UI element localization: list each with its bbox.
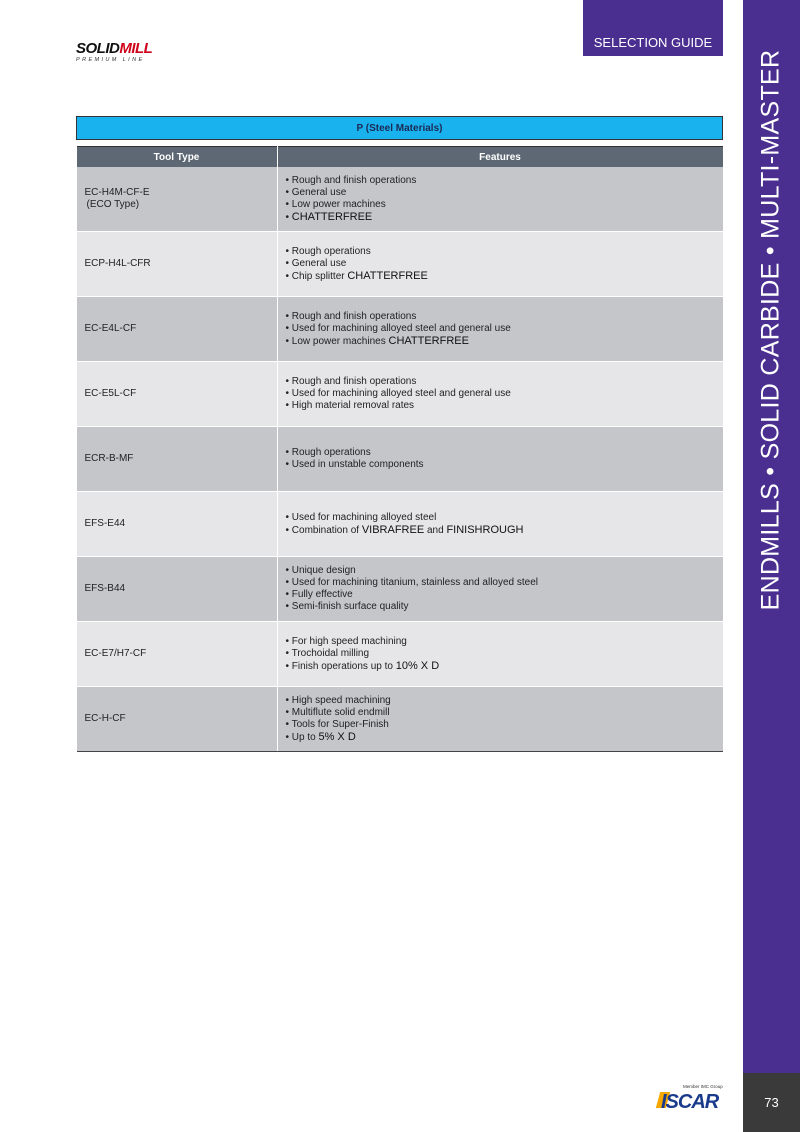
feature-text: Unique design	[291, 565, 356, 576]
feature-item	[286, 601, 715, 613]
tool-name: EC-E7/H7-CF	[84, 648, 147, 659]
feature-text: Rough operations	[291, 447, 371, 458]
iscar-brand: ISCAR	[661, 1091, 719, 1113]
features-cell	[277, 622, 723, 687]
feature-item	[286, 565, 715, 577]
table-row	[77, 492, 723, 557]
tool-name: EC-E4L-CF	[84, 323, 137, 334]
features-cell	[277, 687, 723, 752]
table-row	[77, 427, 723, 492]
feature-text: Rough and finish operations	[291, 174, 417, 186]
iscar-logo	[657, 1084, 729, 1112]
tool-type-cell	[77, 232, 278, 297]
table-row	[77, 557, 723, 622]
table-row	[77, 297, 723, 362]
logo-text-black: SOLID	[76, 40, 120, 57]
feature-item	[286, 648, 715, 660]
table-row	[77, 622, 723, 687]
feature-item	[286, 719, 715, 731]
feature-item	[286, 323, 715, 335]
table-row	[77, 167, 723, 232]
feature-item	[286, 400, 715, 412]
features-cell	[277, 557, 723, 622]
feature-text: High speed machining	[291, 694, 391, 706]
tool-name: EFS-B44	[84, 583, 126, 594]
feature-text: and	[424, 524, 447, 536]
solidmill-logo	[76, 42, 166, 64]
feature-text: Trochoidal milling	[291, 647, 370, 659]
tool-type-cell	[77, 167, 278, 232]
tool-type-cell	[77, 622, 278, 687]
features-cell	[277, 297, 723, 362]
feature-text: General use	[291, 186, 347, 198]
member-text: Member IMC Group	[683, 1084, 723, 1089]
feature-item	[286, 311, 715, 323]
feature-text: Tools for Super-Finish	[291, 718, 389, 730]
feature-keyword: CHATTERFREE	[347, 269, 428, 282]
feature-item	[286, 388, 715, 400]
feature-keyword: CHATTERFREE	[388, 334, 469, 347]
table-header-row	[77, 147, 723, 168]
tool-name: ECP-H4L-CFR	[84, 258, 151, 269]
column-header-tool-type: Tool Type	[77, 147, 278, 168]
feature-text: Rough and finish operations	[291, 376, 417, 387]
feature-item	[286, 447, 715, 459]
tool-type-cell	[77, 492, 278, 557]
feature-keyword: 5% X D	[318, 730, 356, 743]
table-row	[77, 362, 723, 427]
feature-keyword: 10% X D	[395, 659, 440, 672]
feature-item	[286, 246, 715, 258]
feature-item	[286, 211, 715, 224]
feature-text: Fully effective	[291, 589, 353, 600]
table-row	[77, 687, 723, 752]
side-title: ENDMILLS • SOLID CARBIDE • MULTI-MASTER	[756, 49, 785, 611]
feature-item	[286, 335, 715, 348]
feature-keyword: FINISHROUGH	[446, 523, 524, 536]
feature-text: Used for machining alloyed steel and general use	[291, 322, 511, 334]
feature-text: Multiflute solid endmill	[291, 706, 390, 718]
logo-text-red: MILL	[119, 40, 153, 57]
feature-item	[286, 695, 715, 707]
features-list	[286, 565, 715, 613]
feature-text: For high speed machining	[291, 635, 407, 647]
features-list	[286, 175, 715, 224]
feature-text: Used for machining alloyed steel	[291, 511, 437, 523]
feature-text: Low power machines	[291, 335, 389, 347]
feature-item	[286, 707, 715, 719]
features-cell	[277, 232, 723, 297]
feature-item	[286, 270, 715, 283]
feature-text: Used in unstable components	[291, 459, 424, 470]
feature-text: Finish operations up to	[291, 660, 396, 672]
feature-keyword: VIBRAFREE	[361, 523, 425, 536]
feature-item	[286, 376, 715, 388]
feature-text: Low power machines	[291, 198, 386, 210]
page-number: 73	[743, 1073, 800, 1132]
feature-text: Used for machining titanium, stainless and alloyed steel	[291, 577, 539, 588]
feature-text: Used for machining alloyed steel and general use	[291, 388, 511, 399]
tool-type-cell	[77, 362, 278, 427]
feature-text: Up to	[291, 731, 319, 743]
features-list	[286, 447, 715, 471]
tool-name: EC-H4M-CF-E	[84, 187, 150, 198]
feature-text: Chip splitter	[291, 270, 348, 282]
tool-name: ECR-B-MF	[84, 453, 134, 464]
selection-table	[76, 116, 723, 752]
feature-item	[286, 524, 715, 537]
feature-text: Rough and finish operations	[291, 310, 417, 322]
table-row	[77, 232, 723, 297]
feature-text: General use	[291, 257, 347, 269]
feature-text: Combination of	[291, 524, 362, 536]
feature-text: Rough operations	[291, 245, 371, 257]
tool-subtype: (ECO Type)	[86, 199, 140, 210]
feature-item	[286, 258, 715, 270]
features-cell	[277, 492, 723, 557]
features-list	[286, 695, 715, 744]
features-list	[286, 512, 715, 537]
features-list	[286, 311, 715, 348]
table-spacer	[77, 140, 723, 147]
table-title: P (Steel Materials)	[77, 117, 723, 140]
table-body	[77, 167, 723, 752]
features-list	[286, 376, 715, 412]
column-header-features: Features	[277, 147, 723, 168]
tool-type-cell	[77, 427, 278, 492]
table-title-row	[77, 117, 723, 140]
feature-keyword: CHATTERFREE	[291, 210, 373, 223]
tool-name: EFS-E44	[84, 518, 126, 529]
feature-text: High material removal rates	[291, 400, 415, 411]
feature-item	[286, 175, 715, 187]
tool-name: EC-E5L-CF	[84, 388, 137, 399]
features-list	[286, 636, 715, 673]
features-cell	[277, 167, 723, 232]
feature-item	[286, 459, 715, 471]
features-cell	[277, 427, 723, 492]
feature-item	[286, 199, 715, 211]
feature-item	[286, 660, 715, 673]
features-list	[286, 246, 715, 283]
tool-type-cell	[77, 297, 278, 362]
feature-item	[286, 577, 715, 589]
section-tab: SELECTION GUIDE	[583, 0, 723, 56]
feature-item	[286, 589, 715, 601]
feature-item	[286, 636, 715, 648]
tool-type-cell	[77, 557, 278, 622]
tool-type-cell	[77, 687, 278, 752]
logo-subtitle: PREMIUM LINE	[76, 57, 145, 63]
feature-text: Semi-finish surface quality	[291, 601, 409, 612]
feature-item	[286, 187, 715, 199]
features-cell	[277, 362, 723, 427]
feature-item	[286, 731, 715, 744]
feature-item	[286, 512, 715, 524]
tool-name: EC-H-CF	[84, 713, 126, 724]
